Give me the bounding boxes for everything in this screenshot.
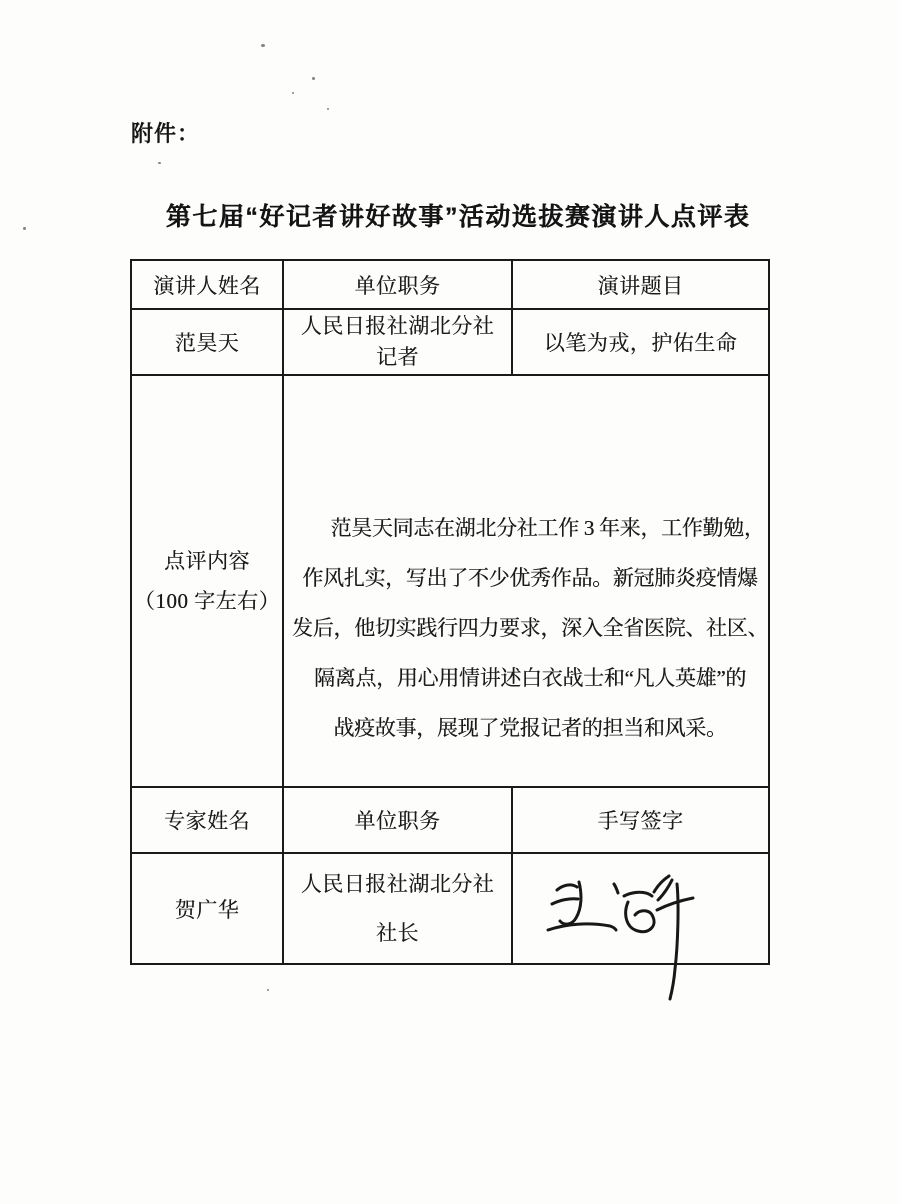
- scan-speck: [292, 92, 294, 94]
- scan-speck: [261, 44, 265, 47]
- col-header-handwritten-signature: 手写签字: [512, 787, 769, 853]
- speaker-unit-line2: 记者: [376, 345, 419, 369]
- cell-expert-unit: [283, 853, 512, 964]
- col-header-expert-unit: 单位职务: [283, 787, 512, 853]
- comment-line: 作风扎实，写出了不少优秀作品。新冠肺炎疫情爆: [302, 566, 758, 590]
- col-header-expert-name: 专家姓名: [131, 787, 283, 853]
- scan-speck: [312, 77, 315, 80]
- scan-speck: [327, 108, 329, 110]
- col-header-unit-position: 单位职务: [283, 260, 512, 309]
- evaluation-form-table: [130, 259, 770, 965]
- comment-label-line2: （100 字左右）: [133, 589, 281, 613]
- comment-row: [131, 375, 769, 787]
- comment-line: 战疫故事，展现了党报记者的担当和风采。: [333, 716, 727, 740]
- comment-line: 发后，他切实践行四力要求，深入全省医院、社区、: [292, 616, 769, 640]
- col-header-speech-topic: 演讲题目: [512, 260, 769, 309]
- expert-row: [131, 853, 769, 964]
- cell-comment-label: [131, 375, 283, 787]
- page-title: 第七届“好记者讲好故事”活动选拔赛演讲人点评表: [165, 203, 751, 231]
- comment-label-line1: 点评内容: [164, 549, 250, 573]
- speaker-header-row: [131, 260, 769, 309]
- scan-speck: [23, 227, 26, 230]
- cell-signature: [512, 853, 769, 964]
- scan-speck: [267, 989, 269, 991]
- cell-comment-content: [283, 375, 769, 787]
- comment-line: 范昊天同志在湖北分社工作 3 年来，工作勤勉，: [330, 516, 765, 540]
- scan-speck: [158, 162, 161, 164]
- attachment-label: 附件：: [131, 121, 201, 146]
- col-header-speaker-name: 演讲人姓名: [131, 260, 283, 309]
- speaker-row: [131, 309, 769, 375]
- signature-text: [641, 909, 642, 910]
- expert-header-row: [131, 787, 769, 853]
- cell-expert-name: 贺广华: [131, 853, 283, 964]
- cell-speech-topic: 以笔为戎，护佑生命: [512, 309, 769, 375]
- expert-unit-line2: 社长: [376, 920, 419, 945]
- expert-unit-line1: 人民日报社湖北分社: [300, 871, 495, 896]
- comment-line: 隔离点，用心用情讲述白衣战士和“凡人英雄”的: [313, 666, 747, 690]
- cell-speaker-name: 范昊天: [131, 309, 283, 375]
- speaker-unit-line1: 人民日报社湖北分社: [300, 314, 495, 338]
- comment-paragraph: [284, 503, 768, 753]
- cell-speaker-unit: [283, 309, 512, 375]
